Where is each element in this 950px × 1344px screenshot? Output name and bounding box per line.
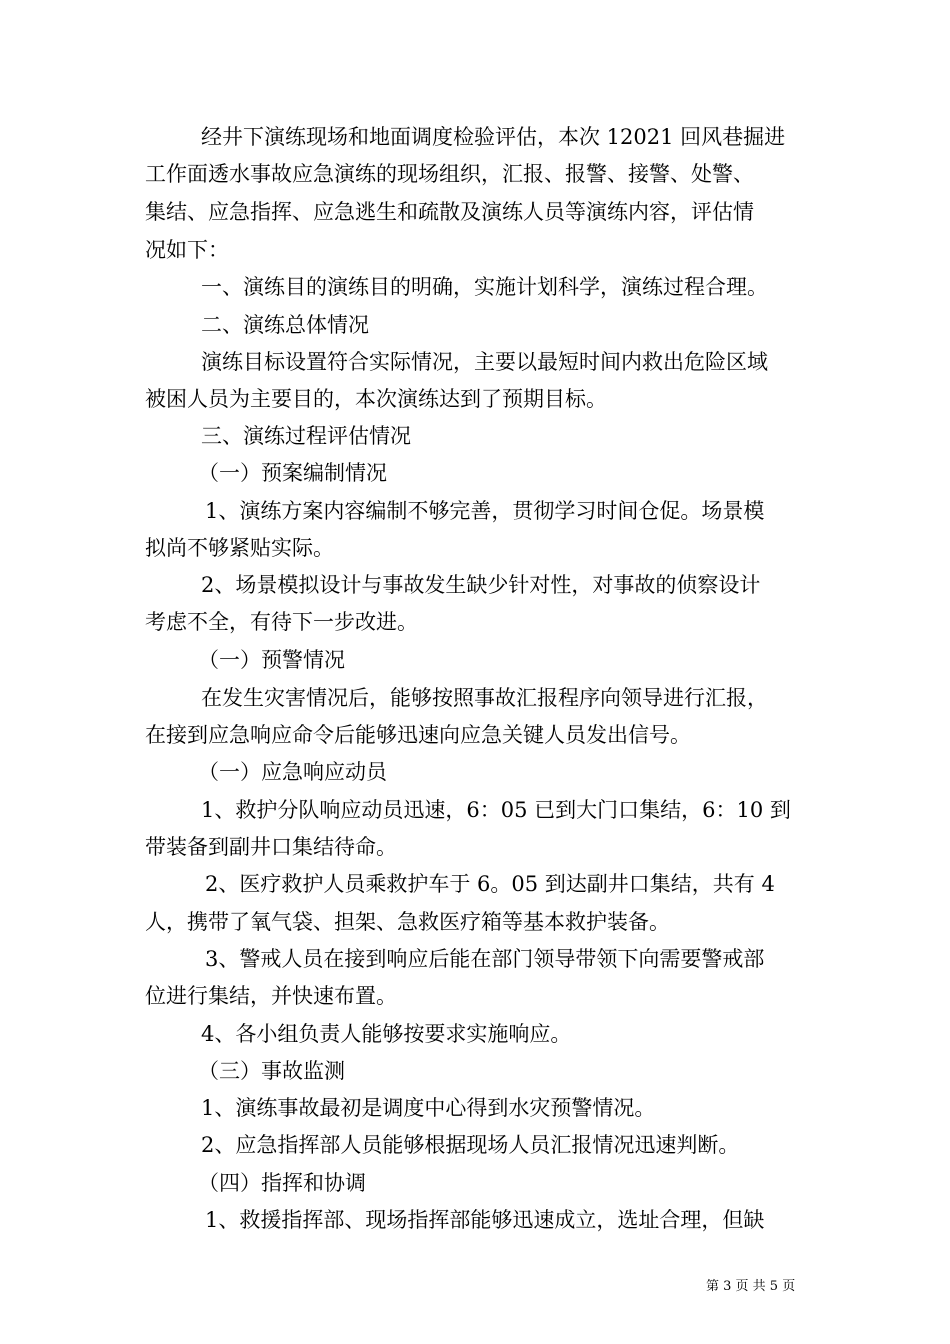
paragraph-line: 在接到应急响应命令后能够迅速向应急关键人员发出信号。 [145,723,691,747]
subsection-heading: （一）应急响应动员 [198,760,387,784]
paragraph-line: 况如下： [145,238,229,262]
subsection-heading: （一）预警情况 [198,648,345,672]
paragraph-line: 集结、应急指挥、应急逃生和疏散及演练人员等演练内容，评估情 [145,200,754,224]
paragraph-line: 工作面透水事故应急演练的现场组织，汇报、报警、接警、处警、 [145,162,754,186]
paragraph-line: 2、场景模拟设计与事故发生缺少针对性，对事故的侦察设计 [201,573,761,597]
paragraph-line: 1、演练事故最初是调度中心得到水灾预警情况。 [201,1096,656,1120]
paragraph-line: 一、演练目的演练目的明确，实施计划科学，演练过程合理。 [201,275,768,299]
paragraph-line: 带装备到副井口集结待命。 [145,835,397,859]
subsection-heading: （一）预案编制情况 [198,461,387,485]
section-heading: 二、演练总体情况 [201,313,369,337]
section-heading: 三、演练过程评估情况 [201,424,411,448]
paragraph-line: 经井下演练现场和地面调度检验评估，本次 12021 回风巷掘进 [201,125,786,149]
paragraph-line: 1、救护分队响应动员迅速，6：05 已到大门口集结，6：10 到 [201,798,791,822]
paragraph-line: 2、医疗救护人员乘救护车于 6。05 到达副井口集结，共有 4 [205,872,775,896]
paragraph-line: 1、演练方案内容编制不够完善，贯彻学习时间仓促。场景模 [205,499,765,523]
paragraph-line: 在发生灾害情况后，能够按照事故汇报程序向领导进行汇报， [201,686,768,710]
page-number: 第 3 页 共 5 页 [706,1279,796,1294]
paragraph-line: 人，携带了氧气袋、担架、急救医疗箱等基本救护装备。 [145,910,670,934]
paragraph-line: 1、救援指挥部、现场指挥部能够迅速成立，选址合理，但缺 [205,1208,765,1232]
paragraph-line: 被困人员为主要目的，本次演练达到了预期目标。 [145,387,607,411]
subsection-heading: （三）事故监测 [198,1059,345,1083]
paragraph-line: 位进行集结，并快速布置。 [145,984,397,1008]
paragraph-line: 2、应急指挥部人员能够根据现场人员汇报情况迅速判断。 [201,1133,740,1157]
paragraph-line: 演练目标设置符合实际情况，主要以最短时间内救出危险区域 [201,350,768,374]
paragraph-line: 4、各小组负责人能够按要求实施响应。 [201,1022,572,1046]
paragraph-line: 3、警戒人员在接到响应后能在部门领导带领下向需要警戒部 [205,947,765,971]
subsection-heading: （四）指挥和协调 [198,1171,366,1195]
paragraph-line: 考虑不全，有待下一步改进。 [145,610,418,634]
paragraph-line: 拟尚不够紧贴实际。 [145,536,334,560]
